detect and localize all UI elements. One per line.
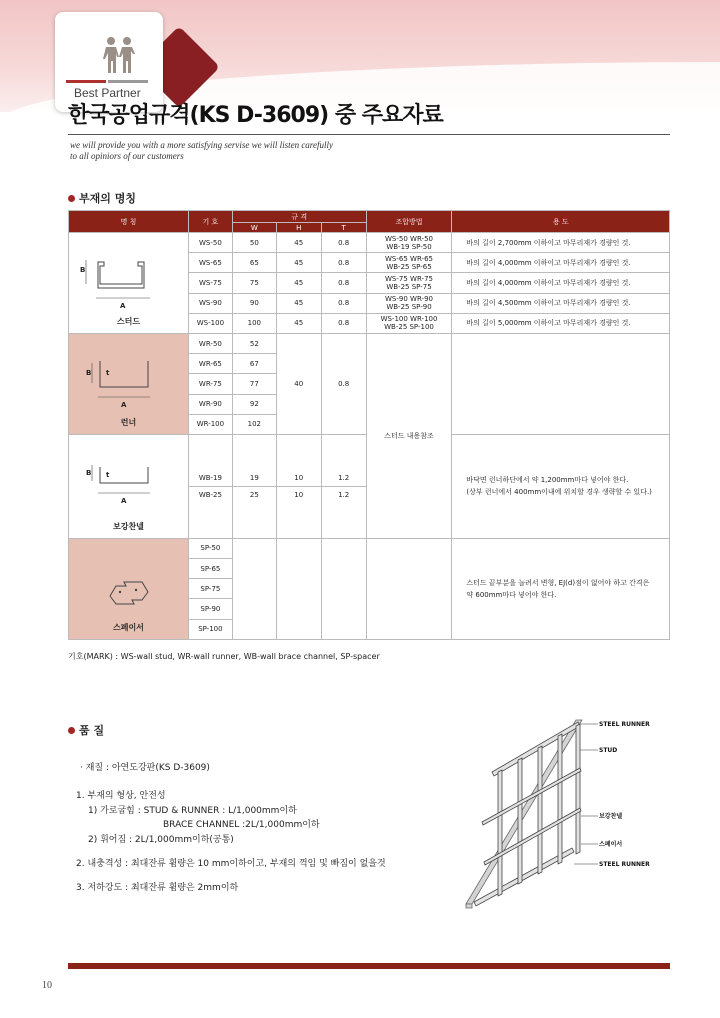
shared-method-cell: 스터드 내용참조 bbox=[366, 333, 452, 538]
tagline-line-1: we will provide you with a more satisfying servise we will listen carefully bbox=[70, 140, 333, 150]
w-cell: 92 bbox=[232, 394, 276, 414]
diagram-label-b: B bbox=[80, 265, 86, 274]
quality-line: 2. 내충격성 : 최대잔류 휨량은 10 mm이하이고, 부재의 꺽임 및 빠짐이 없을것 bbox=[76, 859, 386, 869]
quality-line: BRACE CHANNEL :2L/1,000mm이하 bbox=[163, 820, 320, 830]
col-h: H bbox=[276, 223, 321, 233]
use-cell: 바의 길이 5,000mm 이하이고 마무리재가 경량인 것. bbox=[452, 313, 670, 333]
diagram-label-a: A bbox=[120, 301, 126, 310]
h-cell: 45 bbox=[276, 253, 321, 273]
quality-line: · 재질 : 아연도강판(KS D-3609) bbox=[80, 763, 210, 773]
method-line: WB-25 SP-65 bbox=[386, 262, 432, 271]
brand-text: Best Partner bbox=[74, 86, 141, 100]
section-heading-text: 품 질 bbox=[79, 724, 105, 737]
runner-use-cell bbox=[452, 333, 670, 434]
w-cell: 75 bbox=[232, 273, 276, 293]
col-t: T bbox=[321, 223, 366, 233]
quality-line: 3. 저하강도 : 최대잔류 휨량은 2mm이하 bbox=[76, 883, 239, 893]
bullet-icon bbox=[68, 195, 75, 202]
diagram-label-b: B bbox=[86, 368, 92, 377]
t-cell: 1.2 bbox=[321, 434, 366, 486]
runner-t-cell: 0.8 bbox=[321, 333, 366, 434]
spacer-t-cell bbox=[321, 538, 366, 639]
mark-cell: WR-50 bbox=[188, 333, 232, 353]
h-cell: 45 bbox=[276, 233, 321, 253]
brace-use-line-2: (상부 런너에서 400mm이내에 위치할 경우 생략할 수 있다.) bbox=[466, 488, 652, 497]
quality-line: 2) 휘어짐 : 2L/1,000mm이하(공통) bbox=[88, 835, 234, 845]
brace-name-cell bbox=[69, 434, 189, 538]
col-name: 명 칭 bbox=[69, 211, 189, 233]
col-spec: 규 격 bbox=[232, 211, 366, 223]
diagram-label-t: t bbox=[106, 470, 110, 479]
spacer-use-line-2: 약 600mm마다 넣어야 한다. bbox=[466, 590, 557, 599]
runner-label: 런너 bbox=[120, 417, 137, 427]
table-row bbox=[69, 538, 670, 558]
t-cell: 0.8 bbox=[321, 233, 366, 253]
col-use: 용 도 bbox=[452, 211, 670, 233]
label-steel-runner-bottom: STEEL RUNNER bbox=[599, 861, 650, 868]
w-cell: 90 bbox=[232, 293, 276, 313]
spacer-use-cell bbox=[452, 538, 670, 639]
brace-use-cell bbox=[452, 434, 670, 538]
h-cell: 45 bbox=[276, 273, 321, 293]
logo-red-bar bbox=[66, 80, 106, 83]
mark-cell: WS-50 bbox=[188, 233, 232, 253]
mark-cell: WB-25 bbox=[188, 486, 232, 538]
method-line: WS-100 WR-100 bbox=[380, 315, 438, 324]
brace-section-diagram bbox=[78, 451, 178, 513]
w-cell: 25 bbox=[232, 486, 276, 538]
t-cell: 1.2 bbox=[321, 486, 366, 538]
mark-cell: SP-100 bbox=[188, 619, 232, 639]
h-cell: 10 bbox=[276, 486, 321, 538]
stud-label: 스터드 bbox=[116, 316, 141, 326]
logo-gray-bar bbox=[108, 80, 148, 83]
use-cell: 바의 길이 2,700mm 이하이고 마무리재가 경량인 것. bbox=[452, 233, 670, 253]
mark-cell: SP-50 bbox=[188, 538, 232, 558]
w-cell: 52 bbox=[232, 333, 276, 353]
spacer-diagram bbox=[78, 556, 178, 618]
h-cell: 45 bbox=[276, 293, 321, 313]
table-row bbox=[69, 233, 670, 253]
diagram-label-t: t bbox=[106, 368, 110, 377]
w-cell: 65 bbox=[232, 253, 276, 273]
footer-rule bbox=[68, 963, 670, 969]
w-cell: 100 bbox=[232, 313, 276, 333]
mark-cell: WS-75 bbox=[188, 273, 232, 293]
partners-icon bbox=[102, 36, 136, 76]
mark-cell: WR-65 bbox=[188, 354, 232, 374]
mark-cell: WR-100 bbox=[188, 414, 232, 434]
mark-note: 기호(MARK) : WS-wall stud, WR-wall runner, WB-wall brace channel, SP-spacer bbox=[68, 652, 380, 661]
brace-use-line-1: 바닥면 런너하단에서 약 1,200mm마다 넣어야 한다. bbox=[466, 476, 629, 485]
w-cell: 77 bbox=[232, 374, 276, 394]
spacer-w-cell bbox=[232, 538, 276, 639]
method-line: WB-19 SP-50 bbox=[386, 242, 432, 251]
mark-cell: SP-90 bbox=[188, 599, 232, 619]
diagram-label-b: B bbox=[86, 468, 92, 477]
method-line: WB-25 SP-90 bbox=[386, 303, 432, 312]
use-cell: 바의 길이 4,500mm 이하이고 마무리재가 경량인 것. bbox=[452, 293, 670, 313]
mark-cell: WS-65 bbox=[188, 253, 232, 273]
method-cell bbox=[366, 273, 452, 293]
h-cell: 45 bbox=[276, 313, 321, 333]
h-cell: 10 bbox=[276, 434, 321, 486]
use-cell: 바의 길이 4,000mm 이하이고 마무리재가 경량인 것. bbox=[452, 253, 670, 273]
col-w: W bbox=[232, 223, 276, 233]
diagram-label-a: A bbox=[121, 496, 127, 505]
section-heading-text: 부재의 명칭 bbox=[79, 192, 136, 205]
brace-label: 보강찬넬 bbox=[113, 521, 144, 531]
w-cell: 102 bbox=[232, 414, 276, 434]
label-steel-runner-top: STEEL RUNNER bbox=[599, 721, 650, 728]
runner-section-diagram bbox=[78, 351, 178, 413]
method-cell bbox=[366, 313, 452, 333]
mark-cell: WR-90 bbox=[188, 394, 232, 414]
spacer-label: 스페이서 bbox=[113, 622, 144, 632]
label-stud: STUD bbox=[599, 747, 618, 754]
spacer-h-cell bbox=[276, 538, 321, 639]
spacer-name-cell bbox=[69, 538, 189, 639]
col-method: 조합방법 bbox=[366, 211, 452, 233]
method-cell bbox=[366, 253, 452, 273]
tagline-line-2: to all opiniors of our customers bbox=[70, 151, 184, 161]
label-brace: 보강찬넬 bbox=[599, 813, 623, 820]
col-mark: 기 호 bbox=[188, 211, 232, 233]
method-line: WB-25 SP-100 bbox=[384, 323, 434, 332]
w-cell: 50 bbox=[232, 233, 276, 253]
spacer-use-line-1: 스터드 끝부분을 늘려서 변형, EJ(d)점이 없어야 하고 간격은 bbox=[466, 578, 650, 587]
diagram-label-a: A bbox=[121, 400, 127, 409]
member-spec-table bbox=[68, 210, 670, 640]
t-cell: 0.8 bbox=[321, 293, 366, 313]
method-line: WS-75 WR-75 bbox=[385, 274, 433, 283]
bullet-icon bbox=[68, 727, 75, 734]
mark-cell: WS-90 bbox=[188, 293, 232, 313]
quality-line: 1. 부재의 형상, 안전성 bbox=[76, 791, 166, 801]
title-divider bbox=[68, 134, 670, 135]
section-heading-members bbox=[68, 190, 136, 206]
method-line: WB-25 SP-75 bbox=[386, 282, 432, 291]
w-cell: 67 bbox=[232, 354, 276, 374]
method-cell bbox=[366, 233, 452, 253]
mark-cell: SP-75 bbox=[188, 579, 232, 599]
page-title: 한국공업규격(KS D-3609) 중 주요자료 bbox=[68, 103, 443, 128]
table-row bbox=[69, 333, 670, 353]
page-number: 10 bbox=[42, 980, 52, 991]
runner-name-cell bbox=[69, 333, 189, 434]
spacer-method-cell bbox=[366, 538, 452, 639]
method-cell bbox=[366, 293, 452, 313]
label-spacer: 스페이서 bbox=[599, 841, 623, 848]
tagline bbox=[70, 140, 333, 162]
quality-line: 1) 가로굽힘 : STUD & RUNNER : L/1,000mm이하 bbox=[88, 806, 297, 816]
mark-cell: SP-65 bbox=[188, 559, 232, 579]
w-cell: 19 bbox=[232, 434, 276, 486]
method-line: WS-90 WR-90 bbox=[385, 295, 433, 304]
use-cell: 바의 길이 4,000mm 이하이고 마무리재가 경량인 것. bbox=[452, 273, 670, 293]
mark-cell: WB-19 bbox=[188, 434, 232, 486]
stud-frame-diagram bbox=[462, 712, 682, 922]
t-cell: 0.8 bbox=[321, 313, 366, 333]
method-line: WS-65 WR-65 bbox=[385, 254, 433, 263]
stud-name-cell bbox=[69, 233, 189, 334]
runner-h-cell: 40 bbox=[276, 333, 321, 434]
t-cell: 0.8 bbox=[321, 273, 366, 293]
stud-section-diagram bbox=[78, 250, 178, 312]
t-cell: 0.8 bbox=[321, 253, 366, 273]
section-heading-quality bbox=[68, 722, 104, 738]
mark-cell: WS-100 bbox=[188, 313, 232, 333]
method-line: WS-50 WR-50 bbox=[385, 234, 433, 243]
mark-cell: WR-75 bbox=[188, 374, 232, 394]
